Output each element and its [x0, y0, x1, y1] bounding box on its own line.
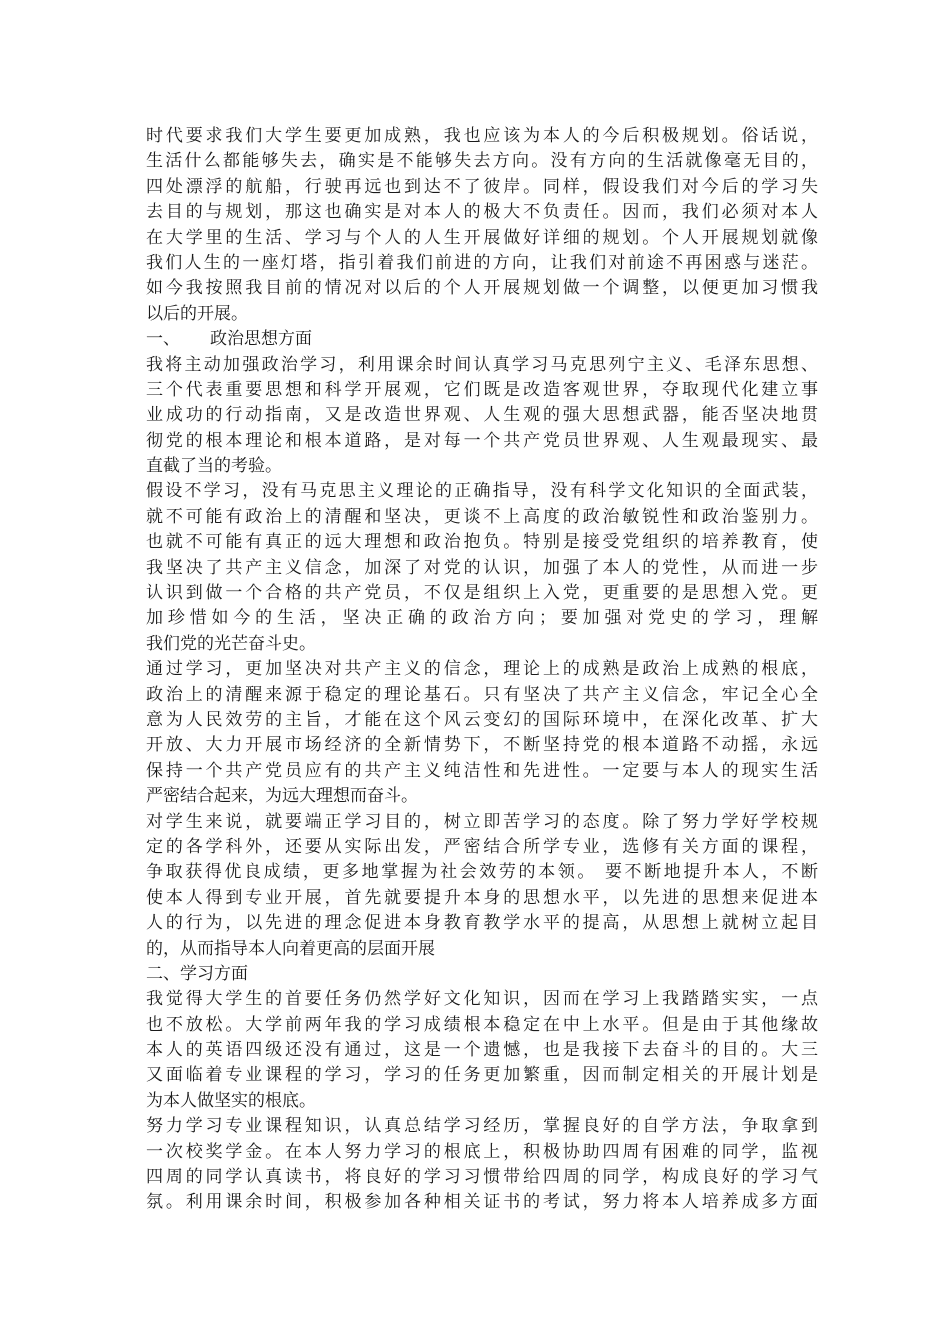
- text-line: 四处漂浮的航船，行驶再远也到达不了彼岸。同样，假设我们对今后的学习失: [146, 176, 818, 197]
- paragraph: [146, 810, 818, 962]
- text-line: 意为人民效劳的主旨，才能在这个风云变幻的国际环境中，在深化改革、扩大: [146, 709, 818, 730]
- text-line: 的，从而指导本人向着更高的层面开展: [146, 938, 435, 959]
- text-line: 如今我按照我目前的情况对以后的个人开展规划做一个调整，以便更加习惯我: [146, 278, 818, 299]
- text-line: 我们人生的一座灯塔，指引着我们前进的方向，让我们对前途不再困惑与迷茫。: [146, 252, 818, 273]
- text-line: 争取获得优良成绩，更多地掌握为社会效劳的本领。 要不断地提升本人，不断: [146, 862, 818, 883]
- text-line: 我觉得大学生的首要任务仍然学好文化知识，因而在学习上我踏踏实实，一点: [146, 989, 818, 1010]
- paragraph: [146, 124, 818, 327]
- text-line: 努力学习专业课程知识，认真总结学习经历，掌握良好的自学方法，争取拿到: [146, 1116, 818, 1137]
- text-line: 时代要求我们大学生要更加成熟，我也应该为本人的今后积极规划。俗话说，: [146, 126, 818, 146]
- section-number: 一、: [146, 329, 180, 350]
- text-line: 我将主动加强政治学习，利用课余时间认真学习马克思列宁主义、毛泽东思想、: [146, 354, 818, 375]
- text-line: 彻党的根本理论和根本道路，是对每一个共产党员世界观、人生观最现实、最: [146, 430, 818, 451]
- text-line: 业成功的行动指南，又是改造世界观、人生观的强大思想武器，能否坚决地贯: [146, 405, 818, 426]
- text-line: 开放、大力开展市场经济的全新情势下，不断坚持党的根本道路不动摇，永远: [146, 735, 818, 756]
- text-line: 在大学里的生活、学习与个人的人生开展做好详细的规划。个人开展规划就像: [146, 227, 818, 248]
- text-line: 本人的英语四级还没有通过，这是一个遗憾，也是我接下去奋斗的目的。大三: [146, 1040, 818, 1061]
- section-title: 二、学习方面: [146, 963, 248, 984]
- text-line: 通过学习，更加坚决对共产主义的信念，理论上的成熟是政治上成熟的根底，: [146, 659, 818, 680]
- paragraph: [146, 1114, 818, 1216]
- text-line: 生活什么都能够失去，确实是不能够失去方向。没有方向的生活就像毫无目的，: [146, 151, 818, 172]
- section-heading: [146, 962, 818, 987]
- text-line: 对学生来说，就要端正学习目的，树立即苦学习的态度。除了努力学好学校规: [146, 811, 818, 832]
- text-line: 氛。利用课余时间，积极参加各种相关证书的考试，努力将本人培养成多方面: [146, 1192, 818, 1213]
- section-title: 政治思想方面: [210, 329, 312, 350]
- text-line: 我们党的光芒奋斗史。: [146, 633, 316, 654]
- text-line: 使本人得到专业开展，首先就要提升本身的思想水平，以先进的思想来促进本: [146, 887, 818, 908]
- text-line: 就不可能有政治上的清醒和坚决，更谈不上高度的政治敏锐性和政治鉴别力。: [146, 506, 818, 527]
- text-line: 又面临着专业课程的学习，学习的任务更加繁重，因而制定相关的开展计划是: [146, 1065, 818, 1086]
- text-line: 我坚决了共产主义信念，加深了对党的认识，加强了本人的党性，从而进一步: [146, 557, 818, 578]
- paragraph: [146, 987, 818, 1114]
- text-line: 严密结合起来，为远大理想而奋斗。: [146, 786, 418, 807]
- text-line: 三个代表重要思想和科学开展观，它们既是改造客观世界，夺取现代化建立事: [146, 379, 818, 400]
- text-line: 保持一个共产党员应有的共产主义纯洁性和先进性。一定要与本人的现实生活: [146, 760, 818, 781]
- text-line: 去目的与规划，那这也确实是对本人的极大不负责任。因而，我们必须对本人: [146, 202, 818, 223]
- document-page: [146, 124, 818, 1216]
- text-line: 加珍惜如今的生活，坚决正确的政治方向；要加强对党史的学习，理解: [146, 608, 818, 629]
- text-line: 认识到做一个合格的共产党员，不仅是组织上入党，更重要的是思想入党。更: [146, 583, 818, 604]
- paragraph: [146, 657, 818, 809]
- text-line: 人的行为，以先进的理念促进本身教育教学水平的提高，从思想上就树立起目: [146, 913, 818, 934]
- text-line: 政治上的清醒来源于稳定的理论基石。只有坚决了共产主义信念，牢记全心全: [146, 684, 818, 705]
- text-line: 四周的同学认真读书，将良好的学习习惯带给四周的同学，构成良好的学习气: [146, 1167, 818, 1188]
- text-line: 直截了当的考验。: [146, 456, 282, 477]
- text-line: 定的各学科外，还要从实际出发，严密结合所学专业，选修有关方面的课程，: [146, 836, 818, 857]
- text-line: 一次校奖学金。在本人努力学习的根底上，积极协助四周有困难的同学，监视: [146, 1141, 818, 1162]
- text-line: 以后的开展。: [146, 303, 248, 324]
- section-heading: [146, 327, 818, 352]
- text-line: 假设不学习，没有马克思主义理论的正确指导，没有科学文化知识的全面武装，: [146, 481, 818, 502]
- paragraph: [146, 353, 818, 480]
- text-line: 也不放松。大学前两年我的学习成绩根本稳定在中上水平。但是由于其他缘故: [146, 1014, 818, 1035]
- text-line: 为本人做坚实的根底。: [146, 1090, 316, 1111]
- text-line: 也就不可能有真正的远大理想和政治抱负。特别是接受党组织的培养教育，使: [146, 532, 818, 553]
- paragraph: [146, 479, 818, 657]
